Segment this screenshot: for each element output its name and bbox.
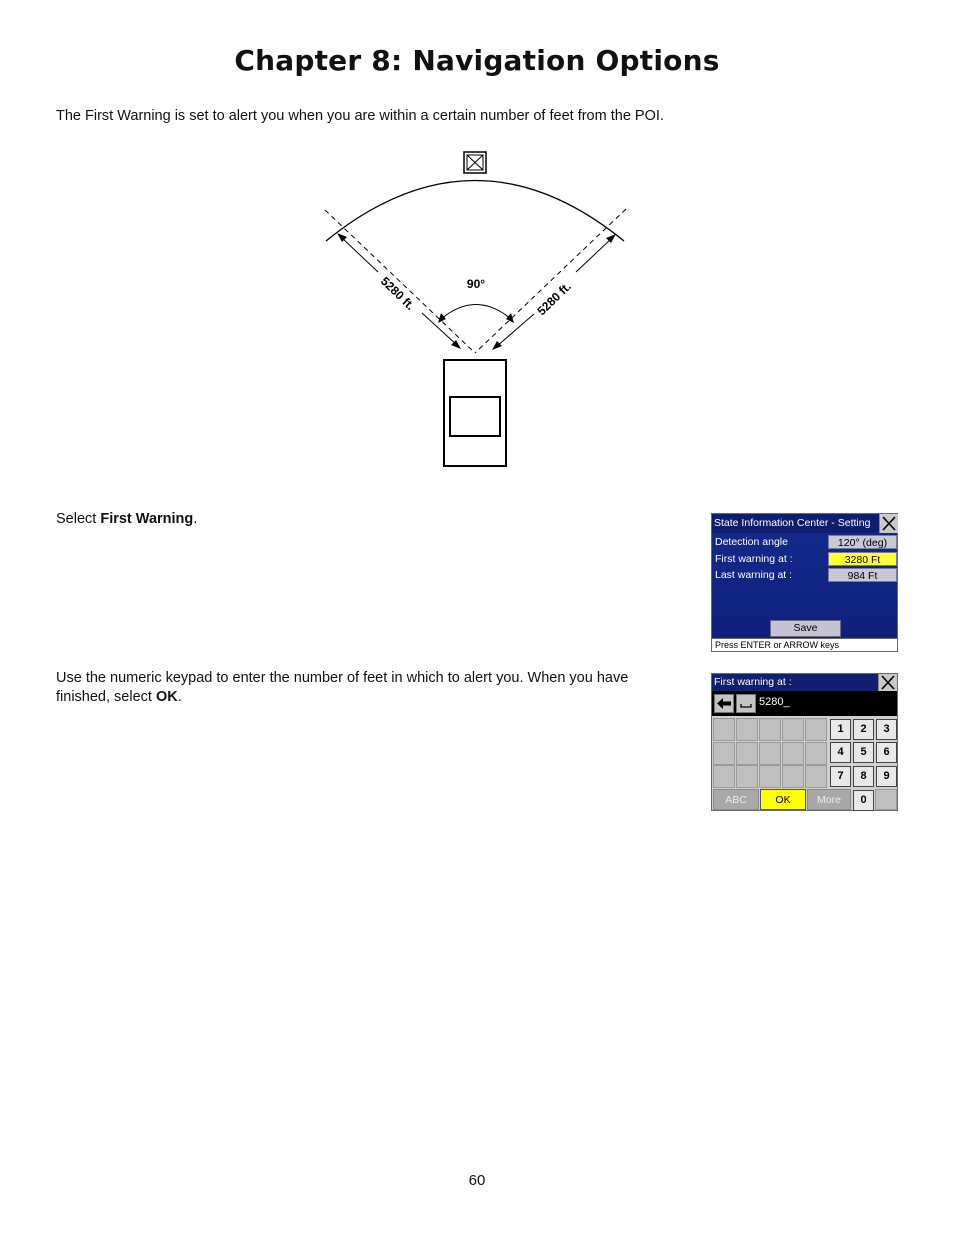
settings-screen bbox=[711, 513, 898, 652]
ok-button[interactable]: OK bbox=[760, 789, 806, 810]
empty-key bbox=[736, 718, 758, 741]
key-6[interactable]: 6 bbox=[876, 742, 897, 763]
right-boundary-line bbox=[475, 209, 626, 353]
empty-key bbox=[805, 765, 827, 788]
abc-button[interactable]: ABC bbox=[713, 789, 759, 810]
key-9[interactable]: 9 bbox=[876, 766, 897, 787]
detection-angle-label: Detection angle bbox=[715, 536, 788, 548]
poi-icon bbox=[464, 152, 486, 173]
step-select-first-warning: Select First Warning. bbox=[56, 511, 198, 527]
last-warning-label: Last warning at : bbox=[715, 569, 793, 581]
step-enter-feet: Use the numeric keypad to enter the number of feet in which to alert you. When you have finished, select OK. bbox=[56, 670, 629, 705]
backspace-button[interactable] bbox=[714, 694, 734, 713]
detection-angle-diagram bbox=[300, 145, 660, 475]
right-distance-label: 5280 ft. bbox=[534, 279, 574, 319]
number-input[interactable]: 5280_ bbox=[759, 696, 790, 708]
empty-key bbox=[736, 742, 758, 765]
key-5[interactable]: 5 bbox=[853, 742, 874, 763]
empty-key bbox=[713, 718, 735, 741]
left-distance-label: 5280 ft. bbox=[377, 274, 418, 313]
key-4[interactable]: 4 bbox=[830, 742, 851, 763]
key-7[interactable]: 7 bbox=[830, 766, 851, 787]
close-button[interactable] bbox=[879, 514, 898, 533]
empty-key bbox=[759, 765, 781, 788]
empty-key bbox=[713, 765, 735, 788]
detection-angle-value[interactable]: 120° (deg) bbox=[828, 535, 897, 549]
first-warning-label: First warning at : bbox=[715, 553, 793, 565]
empty-key bbox=[782, 742, 804, 765]
angle-label: 90° bbox=[466, 277, 486, 291]
empty-key bbox=[805, 718, 827, 741]
key-2[interactable]: 2 bbox=[853, 719, 874, 740]
intro-paragraph: The First Warning is set to alert you when you are within a certain number of feet from the POI. bbox=[56, 108, 664, 124]
backspace-arrow-icon bbox=[715, 695, 733, 712]
keypad-screen bbox=[711, 673, 898, 811]
close-icon bbox=[879, 674, 897, 691]
page-title: Chapter 8: Navigation Options bbox=[234, 44, 720, 77]
key-8[interactable]: 8 bbox=[853, 766, 874, 787]
detection-arc bbox=[326, 181, 624, 242]
last-warning-value[interactable]: 984 Ft bbox=[828, 568, 897, 582]
input-bar bbox=[712, 691, 897, 716]
key-1[interactable]: 1 bbox=[830, 719, 851, 740]
empty-key bbox=[782, 718, 804, 741]
first-warning-value[interactable]: 3280 Ft bbox=[828, 552, 897, 566]
page-number: 60 bbox=[468, 1172, 486, 1189]
angle-arc bbox=[441, 305, 511, 320]
empty-key bbox=[736, 765, 758, 788]
empty-key bbox=[759, 742, 781, 765]
left-boundary-line bbox=[325, 210, 475, 353]
keypad-screen-title: First warning at : bbox=[712, 674, 880, 691]
empty-key bbox=[782, 765, 804, 788]
vehicle-icon bbox=[444, 360, 506, 466]
empty-key bbox=[759, 718, 781, 741]
save-button[interactable]: Save bbox=[770, 620, 841, 637]
space-icon bbox=[737, 695, 755, 712]
empty-key bbox=[805, 742, 827, 765]
key-3[interactable]: 3 bbox=[876, 719, 897, 740]
close-icon bbox=[880, 514, 898, 533]
key-0[interactable]: 0 bbox=[853, 790, 874, 811]
close-button[interactable] bbox=[878, 674, 897, 691]
settings-screen-title: State Information Center - Setting bbox=[712, 514, 880, 533]
status-bar: Press ENTER or ARROW keys bbox=[712, 638, 897, 651]
empty-key bbox=[875, 789, 897, 810]
empty-key bbox=[713, 742, 735, 765]
space-button[interactable] bbox=[736, 694, 756, 713]
more-button[interactable]: More bbox=[807, 789, 851, 810]
